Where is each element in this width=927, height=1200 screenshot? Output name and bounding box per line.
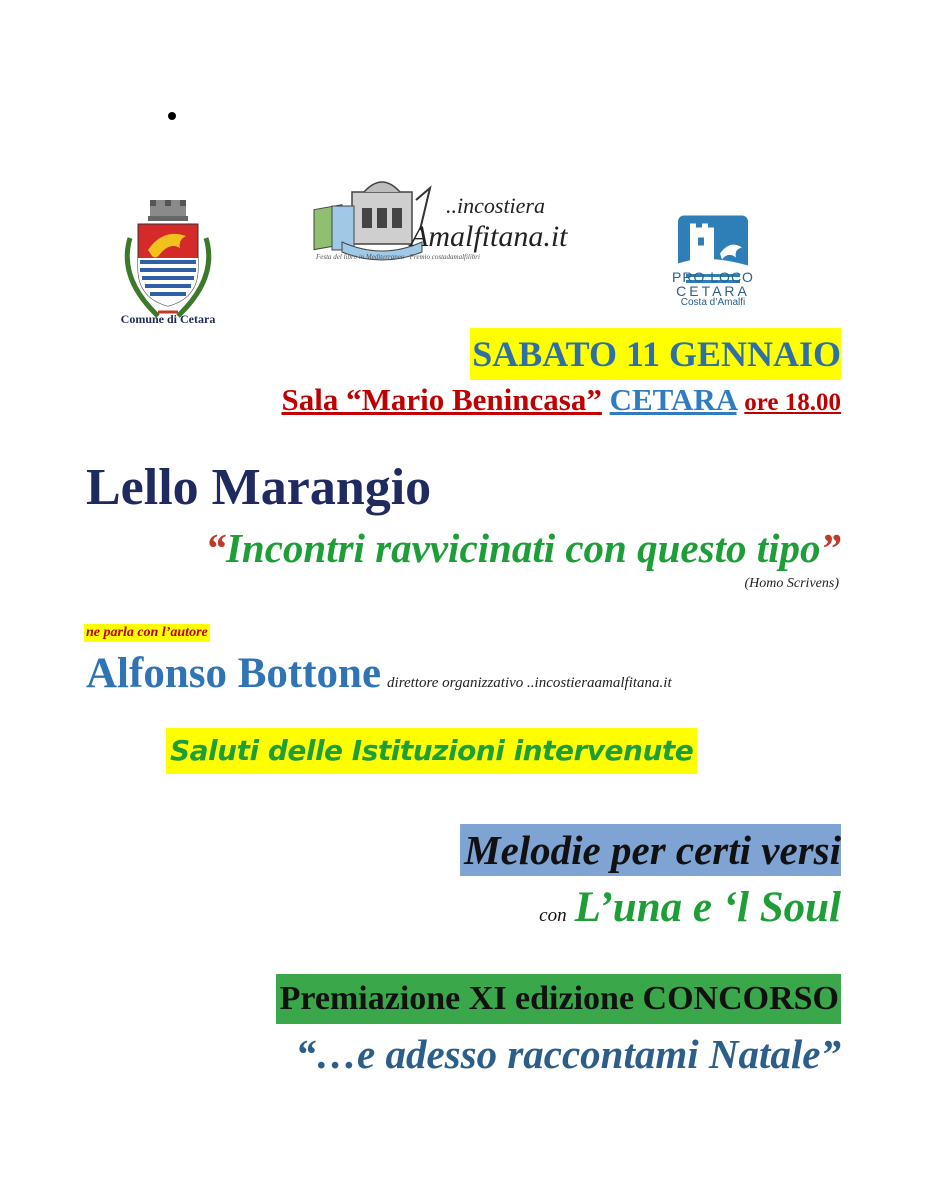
- proloco-text: [672, 270, 754, 308]
- incostiera-title: Amalfitana.it: [410, 220, 568, 253]
- event-venue: [282, 380, 842, 423]
- venue-time: ore 18.00: [744, 389, 841, 416]
- bullet-dot: [168, 112, 176, 120]
- speaker-role: direttore organizzativo ..incostieraamalfitana.it: [387, 675, 672, 691]
- book-title-line: [205, 523, 841, 573]
- speaker-name: Alfonso Bottone: [86, 650, 382, 697]
- date-suffix: GENNAIO: [659, 334, 841, 374]
- comune-label: Comune di Cetara: [120, 312, 216, 326]
- date-prefix: SABATO: [472, 334, 626, 374]
- greetings-banner: Saluti delle Istituzioni intervenute: [166, 728, 697, 774]
- incostiera-prefix: ..incostiera: [446, 193, 545, 218]
- quote-close: ”: [820, 525, 841, 571]
- proloco-line1: PRO LOCO: [672, 269, 754, 285]
- event-date: [470, 328, 841, 380]
- award-title: Premiazione XI edizione CONCORSO: [276, 974, 841, 1024]
- music-con: con: [539, 905, 567, 926]
- music-title: Melodie per certi versi: [460, 824, 841, 876]
- venue-town: CETARA: [609, 382, 737, 417]
- award-contest: “…e adesso raccontami Natale”: [295, 1031, 841, 1077]
- discussion-speaker-line: [86, 648, 672, 709]
- book-author: Lello Marangio: [86, 459, 432, 516]
- book-title: Incontri ravvicinati con questo tipo: [225, 525, 821, 571]
- book-publisher: (Homo Scrivens): [744, 576, 839, 591]
- proloco-line2: CETARA: [676, 283, 750, 299]
- incostiera-tagline: Festa del libro in Mediterraneo · Premio costadamalfilibri: [316, 253, 480, 261]
- venue-name: Sala “Mario Benincasa”: [281, 382, 602, 417]
- date-day: 11: [625, 334, 660, 374]
- music-band-line: [539, 882, 841, 942]
- coat-of-arms-icon: [108, 198, 228, 328]
- proloco-line3: Costa d’Amalfi: [680, 297, 746, 308]
- music-band: L’una e ‘l Soul: [574, 884, 841, 931]
- quote-open: “: [205, 525, 226, 571]
- discussion-intro: ne parla con l’autore: [86, 625, 208, 640]
